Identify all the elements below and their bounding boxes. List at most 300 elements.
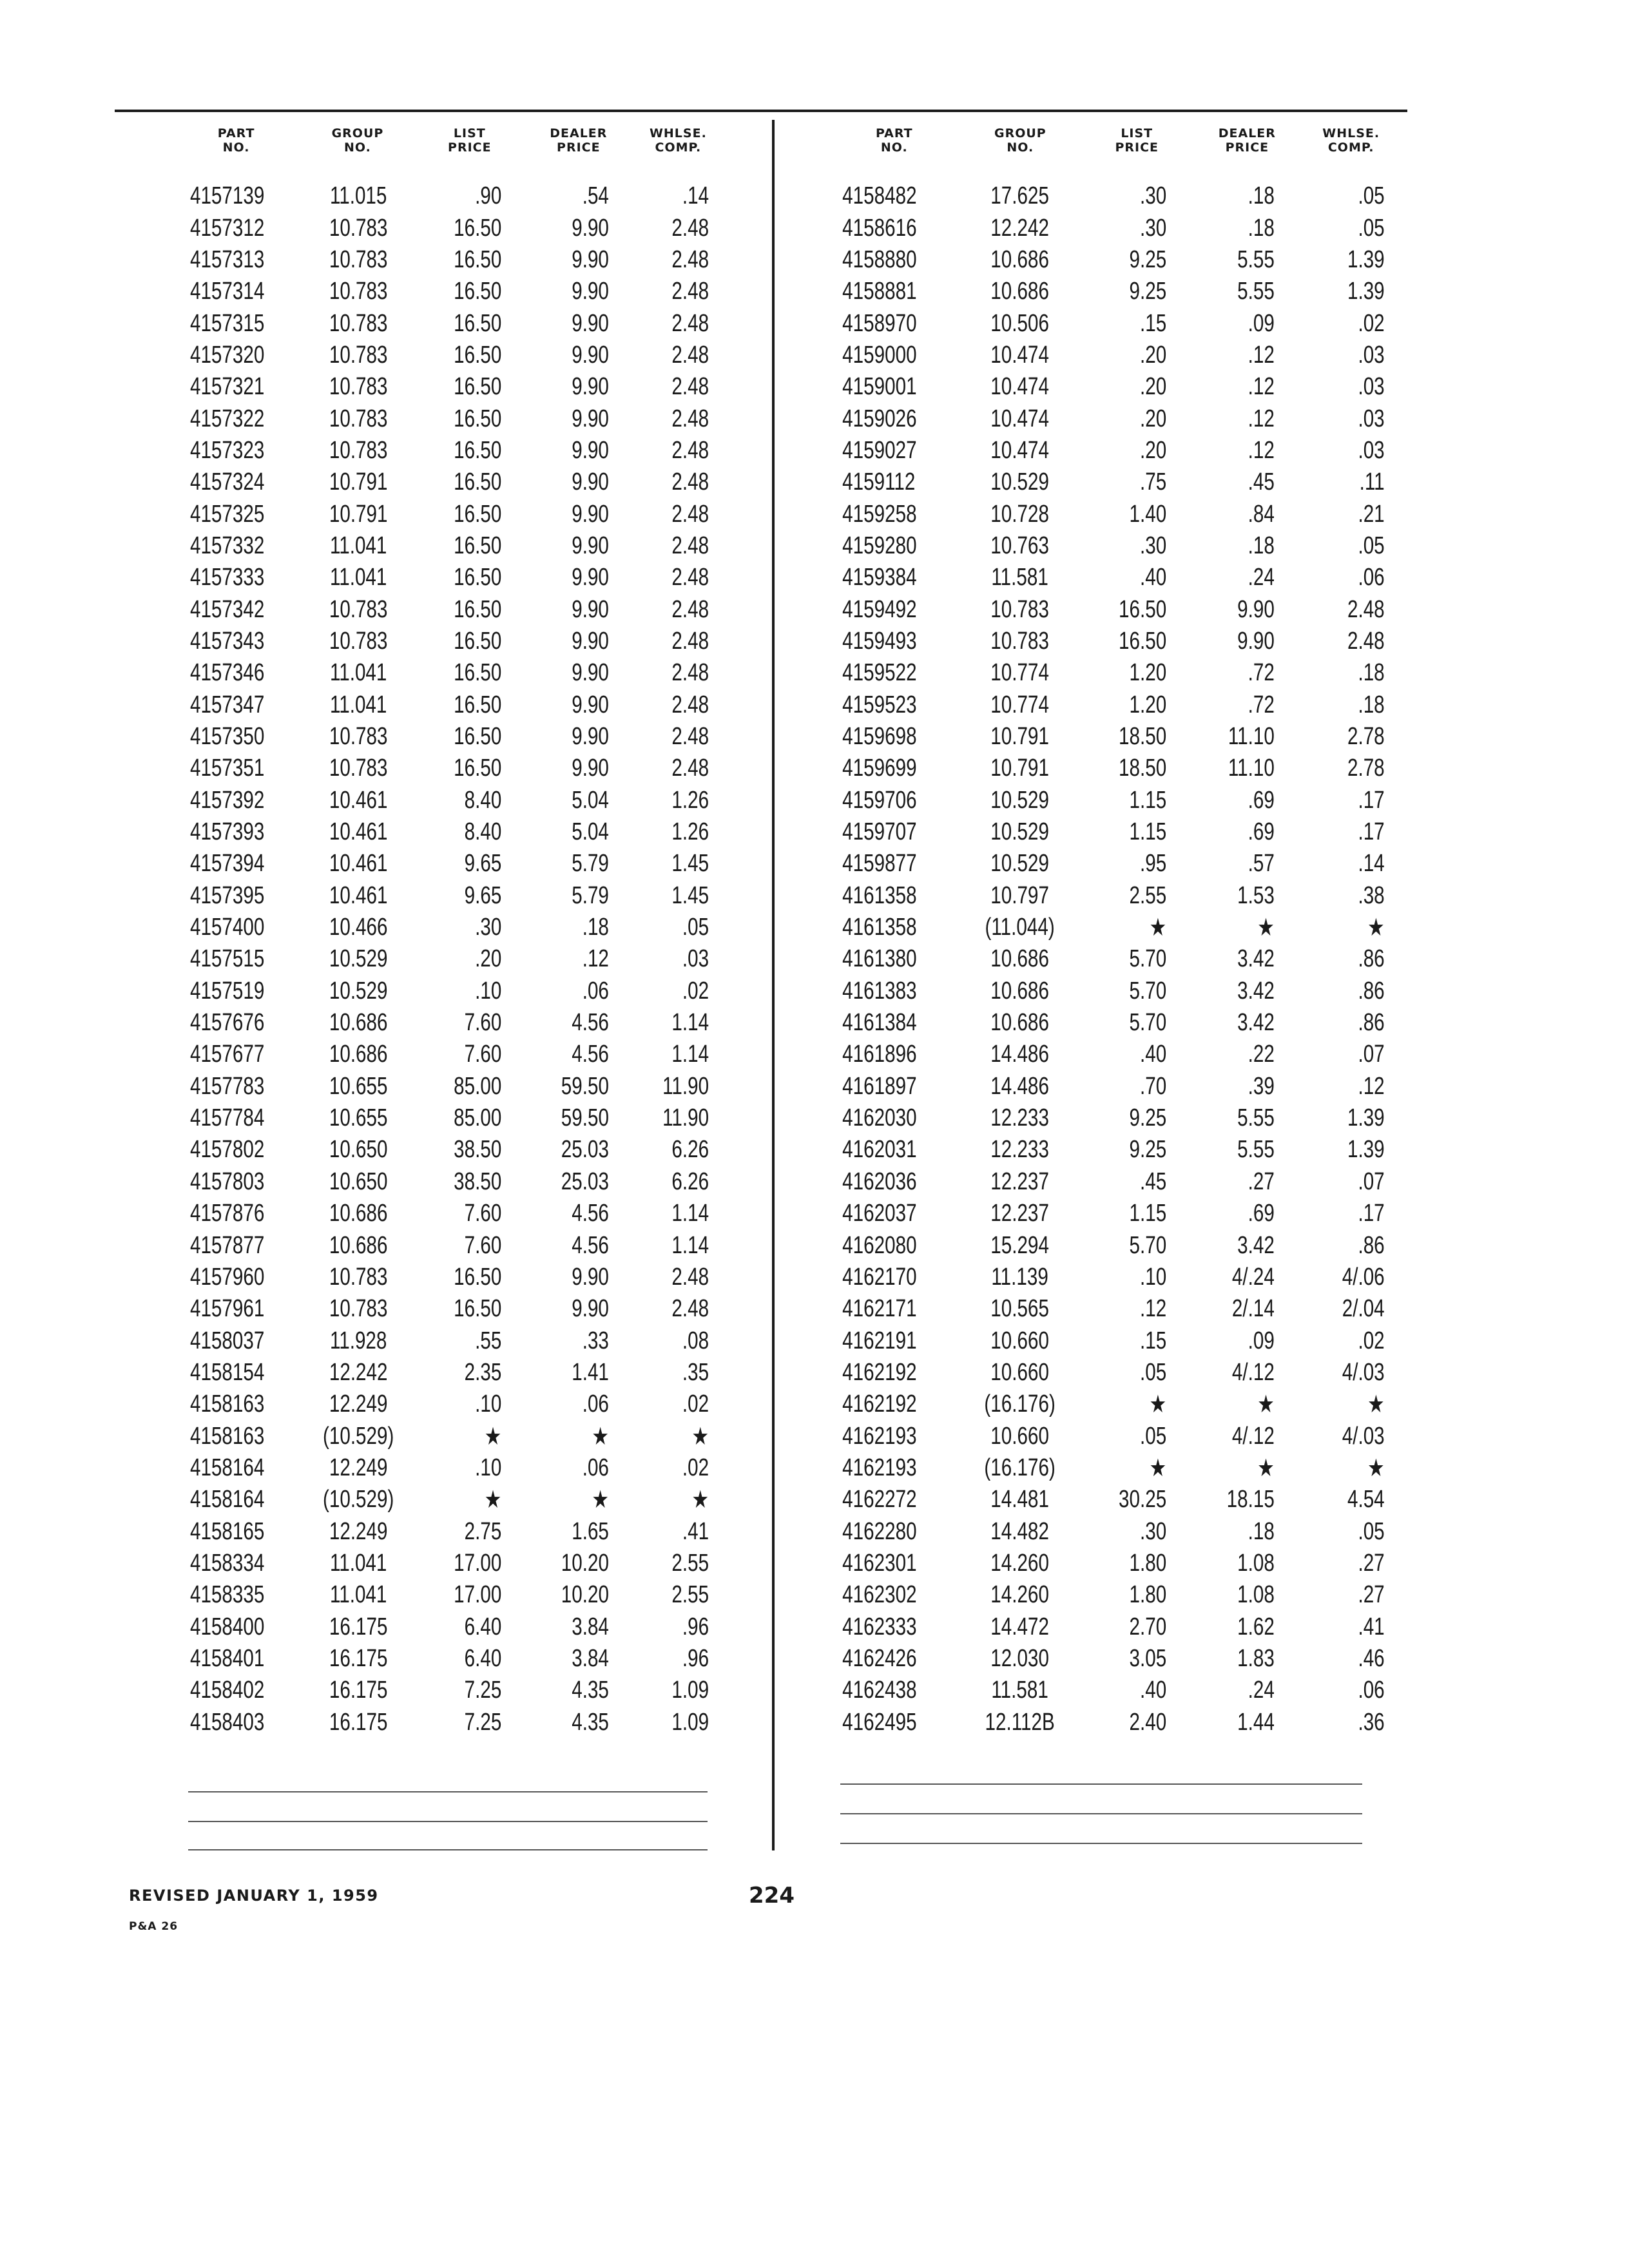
list-price-cell: 16.50 — [453, 1295, 501, 1323]
list-price-cell: .10 — [474, 977, 501, 1004]
part-no-cell: 4157332 — [189, 532, 265, 559]
list-price-cell: .15 — [1140, 309, 1167, 337]
dealer-price-cell: .09 — [1248, 309, 1275, 337]
whlse-comp-cell: .03 — [1358, 405, 1385, 432]
dealer-price-cell: .06 — [582, 977, 609, 1004]
table-row — [174, 912, 722, 943]
table-row — [174, 689, 722, 721]
list-price-cell: .12 — [1140, 1295, 1167, 1323]
dealer-price-cell: 9.90 — [571, 214, 609, 242]
group-no-cell: 11.015 — [330, 182, 387, 210]
table-row — [174, 848, 722, 879]
whlse-comp-cell: 1.14 — [671, 1041, 709, 1068]
list-price-cell: 7.60 — [464, 1041, 501, 1068]
whlse-comp-cell: 2.48 — [671, 309, 709, 337]
group-no-cell: 10.783 — [329, 436, 388, 464]
group-no-cell: 16.175 — [329, 1677, 388, 1704]
table-row — [831, 466, 1398, 498]
dealer-price-cell: 9.90 — [571, 627, 609, 655]
dealer-price-cell: 1.65 — [571, 1517, 609, 1545]
whlse-comp-cell: .03 — [1358, 436, 1385, 464]
list-price-cell: 1.15 — [1129, 1200, 1167, 1227]
group-no-cell: 10.686 — [329, 1041, 388, 1068]
list-price-cell: 16.50 — [453, 595, 501, 623]
dealer-price-cell: 5.79 — [571, 881, 609, 909]
part-no-cell: 4157315 — [189, 309, 265, 337]
whlse-comp-cell: ★ — [1367, 1454, 1385, 1482]
part-no-cell: 4157323 — [189, 436, 265, 464]
part-no-cell: 4158616 — [842, 214, 917, 242]
left-table-body — [174, 180, 722, 1738]
group-no-cell: 10.763 — [990, 532, 1049, 559]
whlse-comp-cell: 2.48 — [671, 436, 709, 464]
whlse-comp-cell: .21 — [1358, 500, 1385, 528]
list-price-cell: .45 — [1140, 1168, 1167, 1195]
part-no-cell: 4157322 — [189, 405, 265, 432]
table-row — [174, 180, 722, 212]
list-price-cell: .05 — [1140, 1422, 1167, 1450]
part-no-cell: 4158401 — [189, 1644, 265, 1672]
table-row — [831, 180, 1398, 212]
part-no-cell: 4157350 — [189, 723, 265, 751]
group-no-cell: 10.461 — [329, 818, 388, 846]
dealer-price-cell: 59.50 — [561, 1072, 609, 1100]
whlse-comp-cell: .06 — [1358, 564, 1385, 591]
table-row — [831, 1515, 1398, 1547]
part-no-cell: 4162426 — [842, 1644, 917, 1672]
whlse-comp-cell: 2.48 — [671, 691, 709, 718]
list-price-cell: 7.25 — [464, 1708, 501, 1736]
dealer-price-cell: .06 — [582, 1454, 609, 1481]
group-no-cell: 10.783 — [329, 754, 388, 782]
dealer-price-cell: 9.90 — [571, 405, 609, 432]
list-price-cell: .20 — [474, 945, 501, 973]
group-no-cell: 11.041 — [330, 1549, 387, 1577]
part-no-cell: 4159877 — [842, 850, 917, 878]
dealer-price-cell: 9.90 — [571, 564, 609, 591]
dealer-price-cell: 5.79 — [571, 850, 609, 878]
whlse-comp-cell: ★ — [691, 1423, 709, 1450]
whlse-comp-cell: 2.48 — [671, 500, 709, 528]
whlse-comp-cell: 2.55 — [671, 1581, 709, 1609]
form-code: P&A 26 — [129, 1920, 178, 1933]
dealer-price-cell: 9.90 — [571, 468, 609, 496]
whlse-comp-cell: 1.45 — [671, 850, 709, 878]
dealer-price-cell: .72 — [1248, 691, 1275, 718]
group-no-cell: 10.791 — [329, 468, 388, 496]
list-price-cell: 3.05 — [1129, 1644, 1167, 1672]
table-row — [174, 1643, 722, 1675]
list-price-cell: ★ — [1149, 1454, 1167, 1482]
list-price-cell: .30 — [1140, 1517, 1167, 1545]
dealer-price-cell: 9.90 — [571, 278, 609, 305]
part-no-cell: 4157393 — [189, 818, 265, 846]
group-no-cell: 10.655 — [329, 1072, 388, 1100]
dealer-price-cell: 4.56 — [571, 1231, 609, 1259]
blank-rule — [188, 1821, 708, 1822]
dealer-price-cell: .18 — [582, 914, 609, 941]
whlse-comp-cell: 1.14 — [671, 1009, 709, 1037]
whlse-comp-cell: 11.90 — [662, 1072, 709, 1100]
list-price-cell: .55 — [474, 1327, 501, 1354]
dealer-price-cell: 4/.12 — [1232, 1422, 1275, 1450]
group-no-cell: 10.791 — [329, 500, 388, 528]
part-no-cell: 4157960 — [189, 1263, 265, 1291]
group-no-cell: 10.686 — [990, 977, 1049, 1004]
whlse-comp-cell: .36 — [1358, 1708, 1385, 1736]
table-row — [174, 753, 722, 784]
table-row — [831, 1389, 1398, 1420]
dealer-price-cell: 9.90 — [1237, 595, 1275, 623]
part-no-cell: 4162031 — [842, 1136, 917, 1164]
list-price-cell: 16.50 — [453, 245, 501, 273]
group-no-cell: 10.791 — [990, 754, 1049, 782]
dealer-price-cell: 4/.24 — [1232, 1263, 1275, 1291]
list-price-cell: 5.70 — [1129, 945, 1167, 973]
table-row — [831, 435, 1398, 466]
part-no-cell: 4157346 — [189, 659, 265, 687]
list-price-cell: 16.50 — [453, 627, 501, 655]
part-no-cell: 4161896 — [842, 1041, 917, 1068]
dealer-price-cell: 9.90 — [571, 245, 609, 273]
whlse-comp-cell: .96 — [682, 1644, 709, 1672]
part-no-cell: 4161384 — [842, 1009, 917, 1037]
whlse-comp-cell: .46 — [1358, 1644, 1385, 1672]
part-no-cell: 4159699 — [842, 754, 917, 782]
dealer-price-cell: .39 — [1248, 1072, 1275, 1100]
left-price-table — [174, 126, 722, 1738]
whlse-comp-cell: .17 — [1358, 818, 1385, 846]
table-row — [831, 1420, 1398, 1452]
table-row — [831, 1675, 1398, 1706]
part-no-cell: 4162438 — [842, 1677, 917, 1704]
part-no-cell: 4159706 — [842, 786, 917, 814]
table-row — [831, 1293, 1398, 1325]
dealer-price-cell: .57 — [1248, 850, 1275, 878]
whlse-comp-cell: 2.48 — [671, 723, 709, 751]
dealer-price-cell: .12 — [1248, 436, 1275, 464]
group-no-cell: 10.529 — [990, 818, 1049, 846]
group-no-cell: 10.529 — [329, 945, 388, 973]
table-row — [831, 848, 1398, 879]
part-no-cell: 4157802 — [189, 1136, 265, 1164]
group-no-cell: 10.529 — [329, 977, 388, 1004]
whlse-comp-cell: .06 — [1358, 1677, 1385, 1704]
group-no-cell: 10.686 — [329, 1231, 388, 1259]
list-price-cell: 38.50 — [453, 1168, 501, 1195]
table-row — [174, 435, 722, 466]
group-no-cell: (10.529) — [323, 1486, 394, 1514]
table-row — [831, 1611, 1398, 1642]
table-row — [831, 340, 1398, 371]
table-row — [174, 1134, 722, 1166]
list-price-cell: .95 — [1140, 850, 1167, 878]
part-no-cell: 4157676 — [189, 1009, 265, 1037]
group-no-cell: 10.783 — [329, 1263, 388, 1291]
list-price-cell: 1.15 — [1129, 818, 1167, 846]
group-no-cell: 10.783 — [329, 278, 388, 305]
whlse-comp-cell: .05 — [682, 914, 709, 941]
part-no-cell: 4157342 — [189, 595, 265, 623]
part-no-cell: 4158403 — [189, 1708, 265, 1736]
dealer-price-cell: ★ — [1257, 1454, 1275, 1482]
table-row — [174, 626, 722, 657]
part-no-cell: 4158881 — [842, 278, 917, 305]
part-no-cell: 4157400 — [189, 914, 265, 941]
dealer-price-cell: 4.35 — [571, 1708, 609, 1736]
table-row — [174, 1452, 722, 1484]
dealer-price-cell: .54 — [582, 182, 609, 210]
part-no-cell: 4159112 — [842, 468, 916, 496]
table-row — [831, 880, 1398, 912]
list-price-cell: 85.00 — [453, 1104, 501, 1132]
list-price-cell: 16.50 — [453, 723, 501, 751]
part-no-cell: 4162192 — [842, 1390, 917, 1418]
whlse-comp-cell: .86 — [1358, 1009, 1385, 1037]
dealer-price-cell: 5.55 — [1237, 278, 1275, 305]
list-price-cell: ★ — [1149, 1391, 1167, 1419]
list-price-cell: 16.50 — [453, 754, 501, 782]
whlse-comp-cell: 1.45 — [671, 881, 709, 909]
list-price-cell: 16.50 — [453, 405, 501, 432]
whlse-comp-cell: .03 — [1358, 341, 1385, 369]
part-no-cell: 4157347 — [189, 691, 265, 718]
group-no-cell: 10.466 — [329, 914, 388, 941]
part-no-cell: 4162333 — [842, 1613, 917, 1640]
list-price-cell: 6.40 — [464, 1613, 501, 1640]
list-price-cell: 2.55 — [1129, 881, 1167, 909]
whlse-comp-cell: 1.39 — [1347, 1136, 1385, 1164]
list-price-cell: 16.50 — [1119, 627, 1167, 655]
table-row — [831, 1229, 1398, 1261]
list-price-cell: .70 — [1140, 1072, 1167, 1100]
dealer-price-cell: 25.03 — [561, 1136, 609, 1164]
part-no-cell: 4158037 — [189, 1327, 265, 1354]
table-row — [831, 943, 1398, 975]
part-no-cell: 4158163 — [189, 1422, 265, 1450]
part-no-cell: 4157677 — [189, 1041, 265, 1068]
group-no-cell: 11.041 — [330, 691, 387, 718]
group-no-cell: 16.175 — [329, 1613, 388, 1640]
list-price-cell: 1.20 — [1129, 659, 1167, 687]
group-no-cell: 16.175 — [329, 1708, 388, 1736]
dealer-price-cell: 1.08 — [1237, 1581, 1275, 1609]
whlse-comp-cell: ★ — [691, 1486, 709, 1514]
group-no-cell: 10.461 — [329, 850, 388, 878]
group-no-cell: 10.506 — [990, 309, 1049, 337]
table-row — [831, 657, 1398, 689]
part-no-cell: 4162080 — [842, 1231, 917, 1259]
group-no-cell: 10.474 — [990, 373, 1049, 401]
list-price-cell: .30 — [1140, 214, 1167, 242]
list-price-cell: ★ — [1149, 914, 1167, 942]
group-no-cell: 10.783 — [990, 595, 1049, 623]
whlse-comp-cell: .14 — [682, 182, 709, 210]
whlse-comp-cell: 2.48 — [671, 532, 709, 559]
table-row — [174, 403, 722, 434]
group-no-cell: 11.928 — [330, 1327, 387, 1354]
group-no-cell: 10.529 — [990, 468, 1049, 496]
list-price-cell: 16.50 — [453, 468, 501, 496]
table-row — [831, 1198, 1398, 1229]
part-no-cell: 4158400 — [189, 1613, 265, 1640]
whlse-comp-cell: 2.48 — [671, 405, 709, 432]
part-no-cell: 4162302 — [842, 1581, 917, 1609]
group-no-cell: 12.237 — [990, 1168, 1049, 1195]
whlse-comp-cell: .07 — [1358, 1168, 1385, 1195]
part-no-cell: 4157325 — [189, 500, 265, 528]
part-no-cell: 4158154 — [189, 1358, 265, 1386]
table-row — [831, 753, 1398, 784]
list-price-cell: .10 — [474, 1390, 501, 1418]
group-no-cell: 12.242 — [329, 1358, 388, 1386]
dealer-price-cell: 10.20 — [561, 1581, 609, 1609]
column-divider — [772, 120, 775, 1850]
group-no-cell: (11.044) — [985, 914, 1055, 941]
part-no-cell: 4158163 — [189, 1390, 265, 1418]
blank-rule — [840, 1843, 1362, 1844]
revision-date: REVISED JANUARY 1, 1959 — [129, 1887, 379, 1905]
whlse-comp-cell: .27 — [1358, 1581, 1385, 1609]
list-price-cell: ★ — [484, 1423, 501, 1450]
table-row — [174, 593, 722, 625]
whlse-comp-cell: 2.48 — [1347, 627, 1385, 655]
table-row — [174, 340, 722, 371]
group-no-cell: 10.774 — [990, 691, 1049, 718]
whlse-comp-cell: 4.54 — [1347, 1486, 1385, 1514]
part-no-cell: 4157876 — [189, 1200, 265, 1227]
whlse-comp-cell: 4/.03 — [1342, 1358, 1385, 1386]
header-dealer-price: DEALER PRICE — [550, 126, 608, 155]
group-no-cell: 10.774 — [990, 659, 1049, 687]
group-no-cell: 11.041 — [330, 1581, 387, 1609]
blank-rule — [840, 1783, 1362, 1785]
list-price-cell: 16.50 — [453, 691, 501, 718]
part-no-cell: 4157321 — [189, 373, 265, 401]
part-no-cell: 4157392 — [189, 786, 265, 814]
group-no-cell: 10.650 — [329, 1168, 388, 1195]
list-price-cell: 2.40 — [1129, 1708, 1167, 1736]
list-price-cell: 1.80 — [1129, 1581, 1167, 1609]
part-no-cell: 4157877 — [189, 1231, 265, 1259]
dealer-price-cell: 4.56 — [571, 1041, 609, 1068]
list-price-cell: .05 — [1140, 1358, 1167, 1386]
table-row — [174, 530, 722, 562]
table-row — [174, 1707, 722, 1738]
group-no-cell: 12.242 — [990, 214, 1049, 242]
table-row — [831, 1484, 1398, 1515]
group-no-cell: 10.686 — [990, 945, 1049, 973]
whlse-comp-cell: 1.26 — [671, 786, 709, 814]
group-no-cell: 10.660 — [990, 1422, 1049, 1450]
table-row — [831, 562, 1398, 593]
part-no-cell: 4162037 — [842, 1200, 917, 1227]
whlse-comp-cell: 4/.06 — [1342, 1263, 1385, 1291]
group-no-cell: 10.474 — [990, 341, 1049, 369]
group-no-cell: 12.249 — [329, 1454, 388, 1481]
dealer-price-cell: 9.90 — [571, 341, 609, 369]
dealer-price-cell: 9.90 — [571, 436, 609, 464]
part-no-cell: 4161897 — [842, 1072, 917, 1100]
whlse-comp-cell: 2.48 — [671, 245, 709, 273]
dealer-price-cell: .18 — [1248, 182, 1275, 210]
part-no-cell: 4159001 — [842, 373, 917, 401]
whlse-comp-cell: 2.48 — [671, 659, 709, 687]
table-row — [174, 1198, 722, 1229]
whlse-comp-cell: .02 — [682, 1454, 709, 1481]
dealer-price-cell: 9.90 — [571, 532, 609, 559]
table-row — [831, 498, 1398, 530]
right-table-header — [831, 126, 1398, 180]
list-price-cell: 85.00 — [453, 1072, 501, 1100]
group-no-cell: 10.529 — [990, 850, 1049, 878]
whlse-comp-cell: .86 — [1358, 945, 1385, 973]
list-price-cell: 16.50 — [453, 373, 501, 401]
list-price-cell: 6.40 — [464, 1644, 501, 1672]
dealer-price-cell: 59.50 — [561, 1104, 609, 1132]
part-no-cell: 4161380 — [842, 945, 917, 973]
table-row — [831, 626, 1398, 657]
list-price-cell: 16.50 — [453, 214, 501, 242]
dealer-price-cell: 9.90 — [571, 754, 609, 782]
whlse-comp-cell: .18 — [1358, 659, 1385, 687]
list-price-cell: .30 — [1140, 532, 1167, 559]
table-row — [174, 785, 722, 816]
dealer-price-cell: .69 — [1248, 786, 1275, 814]
part-no-cell: 4157343 — [189, 627, 265, 655]
group-no-cell: 10.474 — [990, 436, 1049, 464]
group-no-cell: 10.686 — [990, 1009, 1049, 1037]
group-no-cell: 12.233 — [990, 1136, 1049, 1164]
group-no-cell: 10.783 — [329, 405, 388, 432]
whlse-comp-cell: 2.48 — [671, 1295, 709, 1323]
whlse-comp-cell: 1.26 — [671, 818, 709, 846]
table-row — [174, 1102, 722, 1134]
table-row — [831, 212, 1398, 244]
whlse-comp-cell: .05 — [1358, 532, 1385, 559]
group-no-cell: 12.030 — [990, 1644, 1049, 1672]
list-price-cell: 38.50 — [453, 1136, 501, 1164]
dealer-price-cell: 9.90 — [571, 1263, 609, 1291]
part-no-cell: 4162193 — [842, 1454, 917, 1481]
dealer-price-cell: 4.56 — [571, 1200, 609, 1227]
part-no-cell: 4162272 — [842, 1486, 917, 1514]
dealer-price-cell: 18.15 — [1226, 1486, 1275, 1514]
group-no-cell: 11.041 — [330, 532, 387, 559]
group-no-cell: 14.260 — [990, 1581, 1049, 1609]
list-price-cell: 16.50 — [453, 436, 501, 464]
whlse-comp-cell: .35 — [682, 1358, 709, 1386]
part-no-cell: 4157394 — [189, 850, 265, 878]
dealer-price-cell: .18 — [1248, 532, 1275, 559]
whlse-comp-cell: .86 — [1358, 1231, 1385, 1259]
group-no-cell: 10.474 — [990, 405, 1049, 432]
list-price-cell: .30 — [474, 914, 501, 941]
whlse-comp-cell: .03 — [682, 945, 709, 973]
dealer-price-cell: .33 — [582, 1327, 609, 1354]
table-row — [174, 244, 722, 276]
whlse-comp-cell: 1.39 — [1347, 278, 1385, 305]
dealer-price-cell: ★ — [1257, 1391, 1275, 1419]
group-no-cell: (10.529) — [323, 1422, 394, 1450]
dealer-price-cell: ★ — [591, 1423, 609, 1450]
dealer-price-cell: 9.90 — [1237, 627, 1275, 655]
whlse-comp-cell: 1.39 — [1347, 1104, 1385, 1132]
whlse-comp-cell: .02 — [1358, 1327, 1385, 1354]
group-no-cell: 10.728 — [990, 500, 1049, 528]
part-no-cell: 4157320 — [189, 341, 265, 369]
list-price-cell: .15 — [1140, 1327, 1167, 1354]
